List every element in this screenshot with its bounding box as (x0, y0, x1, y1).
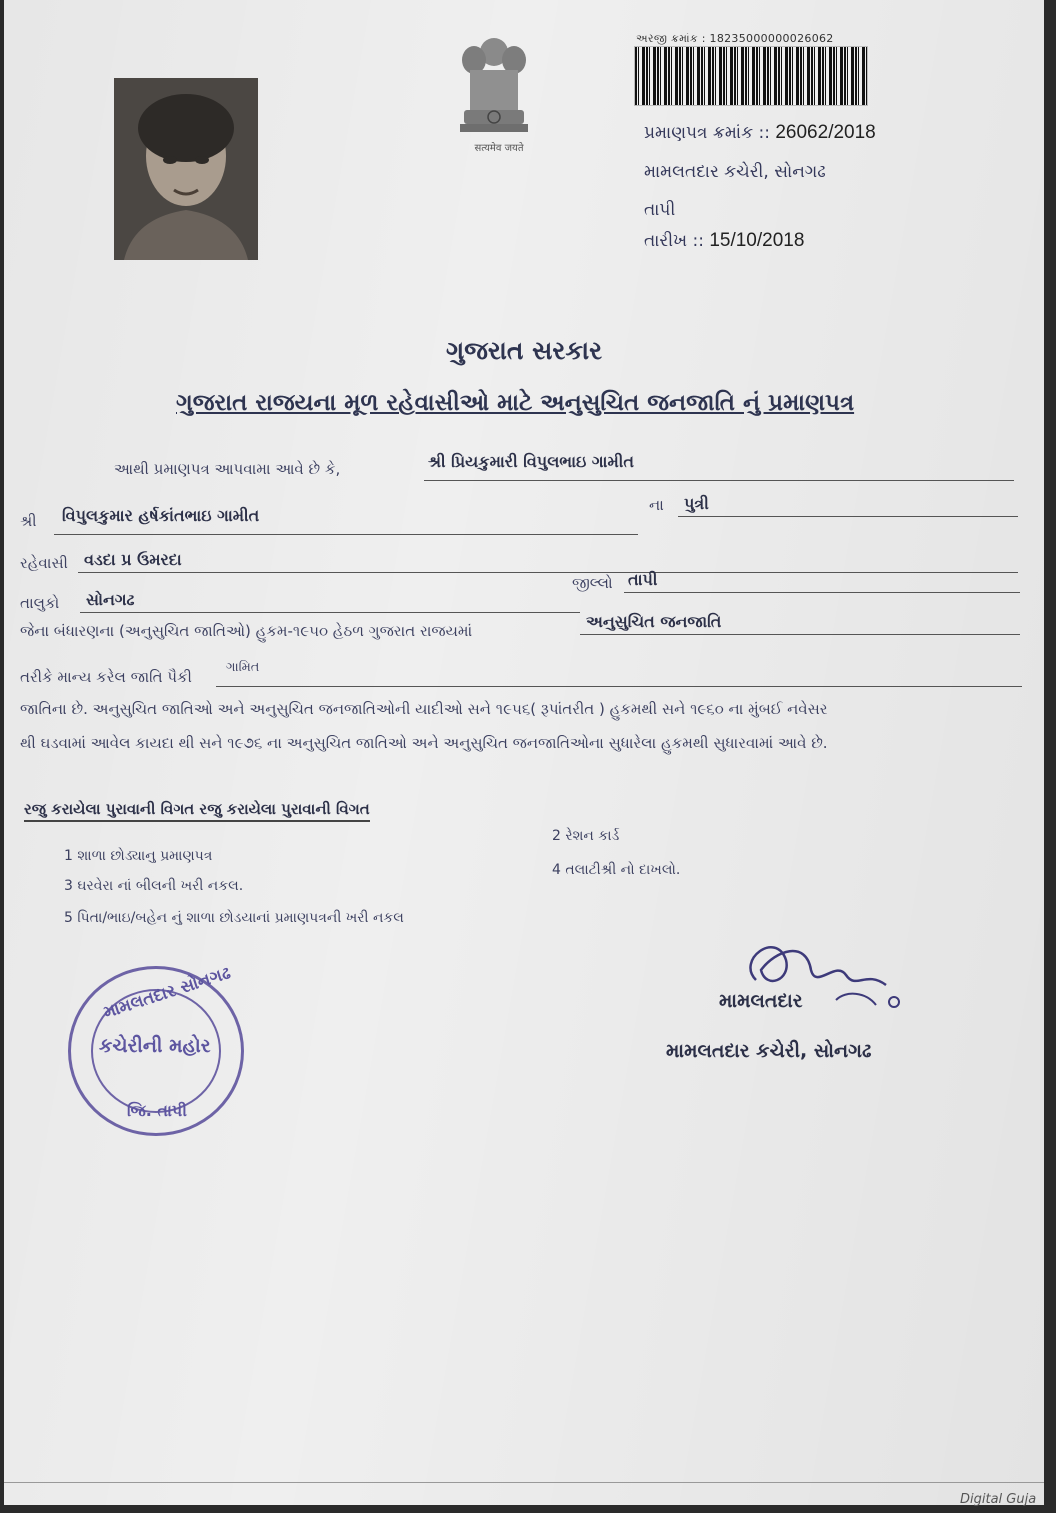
signatory-office: મામલતદાર કચેરી, સોનગઢ (666, 1040, 872, 1062)
category-value: અનુસુચિત જનજાતિ (586, 612, 722, 631)
evidence-item-3: 3 ઘરવેરા નાં બીલની ખરી નકલ. (64, 878, 244, 894)
certificate-number-row (644, 122, 876, 144)
caste-line (216, 686, 1022, 687)
resident-value: વડદા પ્ર ઉમરદા (84, 550, 182, 569)
relation: પુત્રી (684, 494, 709, 513)
district-line (624, 592, 1020, 593)
footer-text: Digital Guja (960, 1492, 1037, 1507)
resident-label: રહેવાસી (20, 554, 68, 572)
issue-date-label: તારીખ :: (644, 231, 704, 251)
seal-bottom-text: જિ. તાપી (127, 1101, 187, 1120)
legal-paragraph-line1: જાતિના છે. અનુસુચિત જાતિઓ અને અનુસુચિત જનજાતિઓની યાદીઓ સને ૧૯૫૬( રૂપાંતરીત ) હુકમથી સને ૧૯૬૦ ના મુંબઈ નવેસર (20, 700, 828, 718)
issue-date-row (644, 230, 804, 252)
certificate-number: 26062/2018 (775, 122, 876, 143)
evidence-item-1: 1 શાળા છોડ્યાનુ પ્રમાણપત્ર (64, 848, 213, 864)
father-name: વિપુલકુમાર હર્ષકાંતભાઇ ગામીત (62, 506, 260, 525)
caste-value: ગામિત (226, 660, 260, 675)
issuing-office: મામલતદાર કચેરી, સોનગઢ (644, 162, 826, 182)
taluka-line (80, 612, 580, 613)
relation-line (678, 516, 1018, 517)
recognized-label: તરીકે માન્ય કરેલ જાતિ પૈકી (20, 668, 192, 686)
certificate-number-label: પ્રમાણપત્ર ક્રમાંક :: (644, 123, 770, 143)
footer-divider (4, 1482, 1044, 1483)
seal-top-text: મામલતદાર સોનગઢ (101, 963, 234, 1023)
shri-label: શ્રી (20, 512, 37, 530)
taluka-value: સોનગઢ (86, 590, 135, 609)
resident-line (78, 572, 1018, 573)
evidence-item-5: 5 પિતા/ભાઇ/બહેન નું શાળા છોડયાનાં પ્રમાણપત્રની ખરી નકલ (64, 910, 404, 926)
national-emblem-icon (444, 30, 544, 154)
applicant-photo (114, 78, 258, 260)
certificate-page (4, 0, 1044, 1505)
applicant-name: શ્રી પ્રિયકુમારી વિપુલભાઇ ગામીત (428, 452, 634, 471)
father-name-line (54, 534, 638, 535)
office-seal (68, 963, 244, 1136)
certificate-title: ગુજરાત રાજયના મૂળ રહેવાસીઓ માટે અનુસુચિત જનજાતિ નું પ્રમાણપત્ર (176, 390, 855, 416)
barcode (634, 46, 868, 106)
evidence-item-4: 4 તલાટીશ્રી નો દાખલો. (552, 862, 681, 878)
evidence-item-2: 2 રેશન કાર્ડ (552, 828, 620, 844)
signatory-title: મામલતદાર (719, 990, 803, 1012)
district-value: તાપી (628, 570, 658, 589)
na-label: ના (649, 496, 664, 514)
issuing-district: તાપી (644, 200, 676, 220)
application-number: અરજી ક્રમાંક : 18235000000026062 (636, 32, 834, 45)
government-title: ગુજરાત સરકાર (445, 336, 603, 365)
intro-label: આથી પ્રમાણપત્ર આપવામા આવે છે કે, (114, 460, 341, 478)
emblem-motto: सत्यमेव जयते (474, 143, 524, 154)
category-line (580, 634, 1020, 635)
issue-date: 15/10/2018 (709, 230, 805, 251)
taluka-label: તાલુકો (20, 594, 60, 612)
applicant-photo-image (114, 78, 258, 260)
evidence-heading: રજુ કરાયેલા પુરાવાની વિગત રજુ કરાયેલા પુરાવાની વિગત (24, 800, 370, 822)
applicant-name-line (424, 480, 1014, 481)
seal-center-text: કચેરીની મહોર (99, 1035, 211, 1057)
district-label: જીલ્લો (572, 574, 613, 592)
legal-paragraph-line2: થી ઘડવામાં આવેલ કાયદા થી સને ૧૯૭૬ ના અનુસુચિત જાતિઓ અને અનુસુચિત જનજાતિઓના સુધારેલા હુકમથી સુધારવામાં આવે છે. (20, 734, 828, 752)
constitution-text: જેના બંધારણના (અનુસુચિત જાતિઓ) હુકમ-૧૯૫૦ હેઠળ ગુજરાત રાજયમાં (20, 622, 473, 640)
